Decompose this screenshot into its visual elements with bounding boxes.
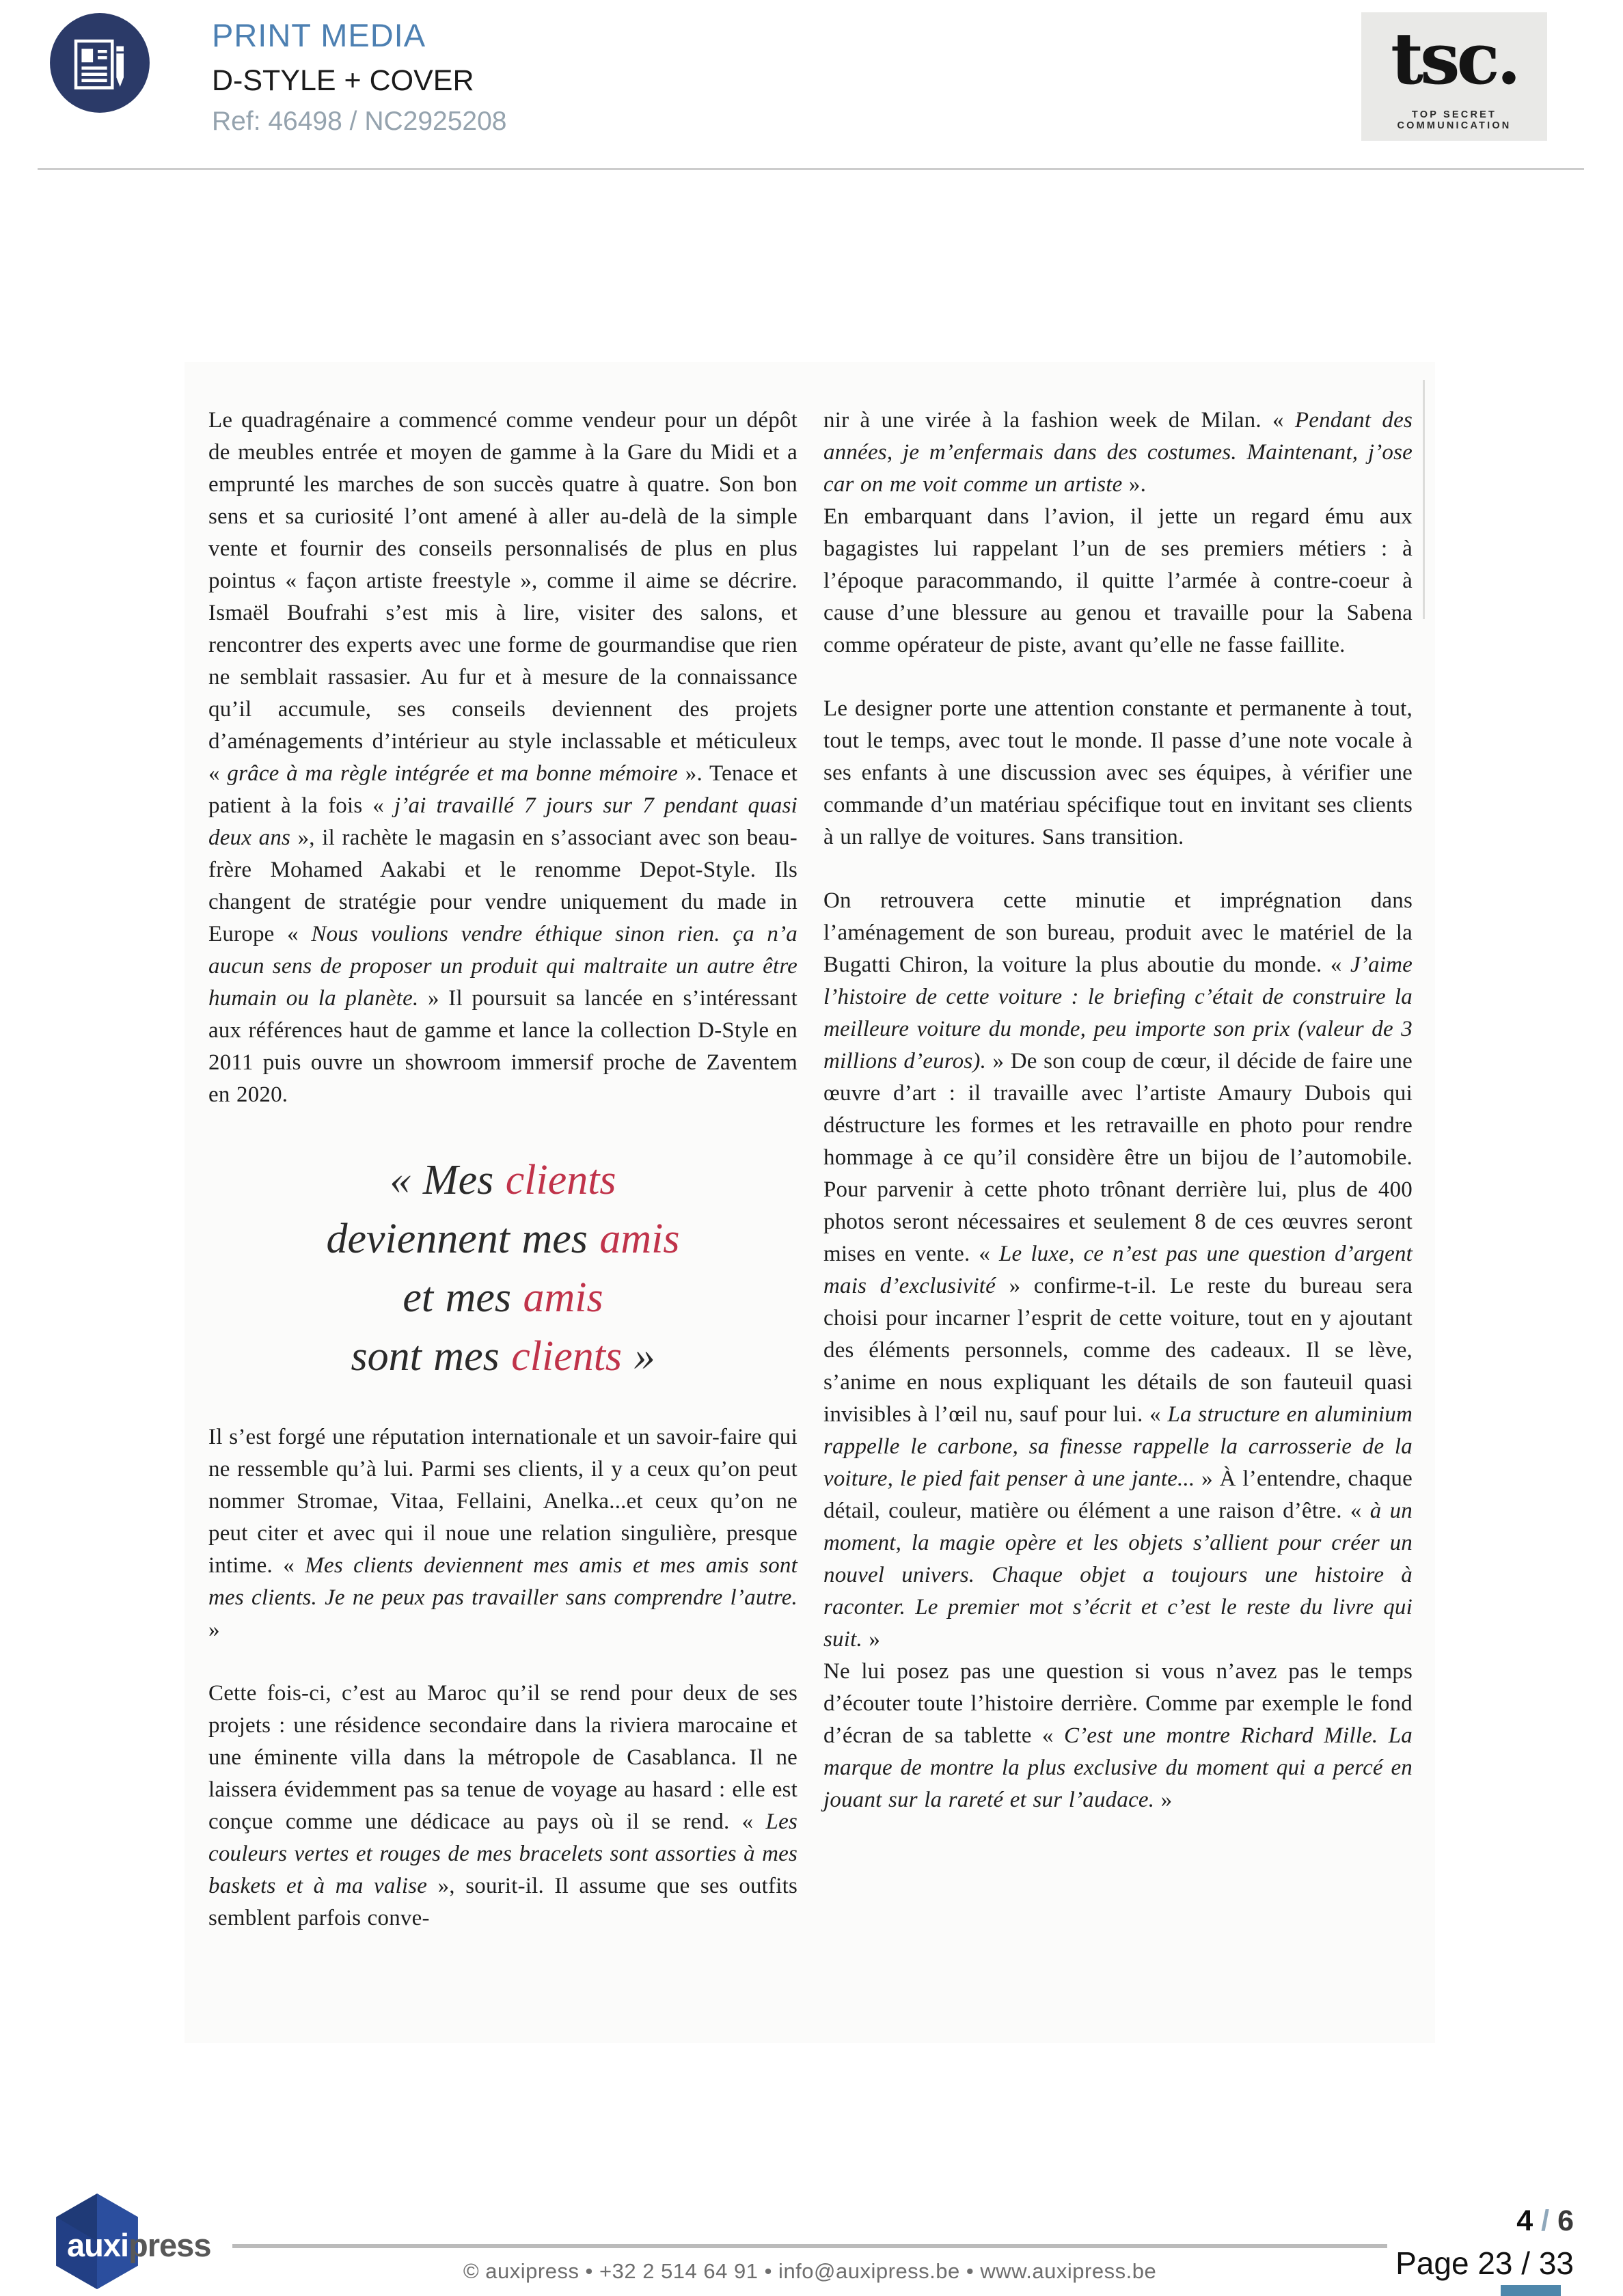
pull-quote-line: sont mes clients » (351, 1333, 655, 1380)
pull-quote-line: et mes amis (403, 1274, 603, 1321)
header-divider (38, 168, 1584, 170)
icon-circle (50, 13, 150, 113)
document-page-indicator (1395, 2204, 1574, 2238)
doc-page-total: 6 (1557, 2204, 1574, 2237)
article-paragraph: nir à une virée à la fashion week de Milan. « Pendant des années, je m’enfermais dans des costumes. Maintenant, j’ose car on me voit comme un artiste ». (823, 408, 1413, 497)
article-column-right (823, 405, 1413, 1816)
report-page-indicator: Page 23 / 33 (1395, 2245, 1574, 2281)
article-paragraph: On retrouvera cette minutie et imprégnation dans l’aménagement de son bureau, produit avec le matériel de la Bugatti Chiron, la voiture la plus aboutie du monde. « J’aime l’histoire de cette voiture : le briefing c’était de construire la meilleure voiture du monde, peu importe son prix (valeur de 3 millions d’euros). » De son coup de cœur, il décide de faire une œuvre d’art : il travaille avec l’artiste Amaury Dubois qui déstructure les formes et les retravaille en photo pour rendre hommage à ce qu’il considère être un bijou de l’automobile. Pour parvenir à cette photo trônant derrière lui, plus de 400 photos seront nécessaires et seulement 8 de ces œuvres seront mises en vente. « Le luxe, ce n’est pas une question d’argent mais d’exclusivité » confirme-t-il. Le reste du bureau sera choisi pour incarner l’esprit de cette voiture, tout en y ajoutant des éléments personnels, comme des cadeaux. Il se lève, s’anime en nous expliquant les détails de son fauteuil quasi invisibles à l’œil nu, sauf pour lui. « La structure en aluminium rappelle le carbone, sa finesse rappelle la carrosserie de la voiture, le pied fait penser à une jante... » À l’entendre, chaque détail, couleur, matière ou élément a une raison d’être. « à un moment, la magie opère et les objets s’allient pour créer un nouvel univers. Chaque objet a toujours une histoire à raconter. Le premier mot s’écrit et c’est le reste du livre qui suit. » (823, 888, 1413, 1652)
pull-quote-line: deviennent mes amis (326, 1216, 680, 1262)
tsc-logo-wordmark: tsc. (1390, 16, 1518, 100)
tsc-logo (1361, 12, 1547, 141)
article-paragraph: Le designer porte une attention constante et permanente à tout, tout le temps, avec tout le monde. Il passe d’une note vocale à ses enfants à une discussion avec ses équipes, à vérifier une commande d’un matériau spécifique tout en invitant ses clients à un rallye de voitures. Sans transition. (823, 696, 1413, 849)
clip-title: D-STYLE + COVER (212, 64, 474, 97)
auxipress-wordmark-press: press (128, 2227, 211, 2263)
footer-divider (232, 2244, 1387, 2248)
auxipress-wordmark-auxi: auxi (67, 2227, 129, 2263)
header-text-block (212, 16, 506, 137)
footer-contact: © auxipress • +32 2 514 64 91 • info@auxipress.be • www.auxipress.be (463, 2259, 1157, 2283)
clip-reference: Ref: 46498 / NC2925208 (212, 107, 507, 136)
doc-page-current: 4 (1516, 2204, 1533, 2237)
article-paragraph: Cette fois-ci, c’est au Maroc qu’il se rend pour deux de ses projets : une résidence secondaire dans la riviera marocaine et une éminente villa dans la métropole de Casablanca. Il ne laissera évidemment pas sa tenue de voyage au hasard : elle est conçue comme une dédicace au pays où il se rend. « Les couleurs vertes et rouges de mes bracelets sont assorties à mes baskets et à ma valise », sourit-il. Il assume que ses outfits semblent parfois conve- (208, 1681, 797, 1930)
article-column-left (208, 405, 797, 1935)
article-paragraph: En embarquant dans l’avion, il jette un regard ému aux bagagistes lui rappelant l’un de ses premiers métiers : à l’époque paracommando, il quitte l’armée à contre-coeur à cause d’une blessure au genou et travaille pour la Sabena comme opérateur de piste, avant qu’elle ne fasse faillite. (823, 504, 1413, 657)
tsc-logo-caption: TOP SECRET COMMUNICATION (1397, 109, 1512, 131)
auxipress-wordmark (67, 2226, 210, 2264)
corner-mark (1501, 2285, 1561, 2296)
pull-quote (208, 1151, 797, 1386)
article-paragraph: Le quadragénaire a commencé comme vendeur pour un dépôt de meubles entrée et moyen de gamme à la Gare du Midi et a emprunté les marches de son succès quatre à quatre. Son bon sens et sa curiosité l’ont amené à aller au-delà de la simple vente et fournir des conseils personnalisés de plus en plus pointus « façon artiste freestyle », comme il aime se décrire. Ismaël Boufrahi s’est mis à lire, visiter des salons, et rencontrer des experts avec une forme de gourmandise que rien ne semblait rassasier. Au fur et à mesure de la connaissance qu’il accumule, ses conseils deviennent des projets d’aménagements d’intérieur au style inclassable et méticuleux « grâce à ma règle intégrée et ma bonne mémoire ». Tenace et patient à la fois « j’ai travaillé 7 jours sur 7 pendant quasi deux ans », il rachète le magasin en s’associant avec son beau-frère Mohamed Aakabi et le renomme Depot-Style. Ils changent de stratégie pour vendre uniquement du made in Europe « Nous voulions vendre éthique sinon rien. ça n’a aucun sens de proposer un produit qui maltraite un autre être humain ou la planète. » Il poursuit sa lancée en s’intéressant aux références haut de gamme et lance la collection D-Style en 2011 puis ouvre un showroom immersif proche de Zaventem en 2020. (208, 408, 798, 1107)
auxipress-logo (48, 2194, 253, 2289)
scan-artifact-line (1423, 380, 1425, 619)
pagination (1395, 2204, 1574, 2282)
article-paragraph: Il s’est forgé une réputation internationale et un savoir-faire qui ne ressemble qu’à lui. Parmi ses clients, il y a ceux qu’on peut nommer Stromae, Vitaa, Fellaini, Anelka...et ceux qu’on ne peut citer et avec qui il noue une relation singulière, presque intime. « Mes clients deviennent mes amis et mes amis sont mes clients. Je ne peux pas travailler sans comprendre l’autre. » (208, 1425, 797, 1642)
article-paragraph: Ne lui posez pas une question si vous n’avez pas le temps d’écouter toute l’histoire derrière. Comme par exemple le fond d’écran de sa tablette « C’est une montre Richard Mille. La marque de montre la plus exclusive du moment qui a percé en jouant sur la rareté et sur l’audace. » (823, 1659, 1413, 1812)
doc-page-separator: / (1541, 2204, 1550, 2237)
pull-quote-line: « Mes clients (390, 1157, 616, 1203)
media-category: PRINT MEDIA (212, 17, 426, 53)
print-media-icon (48, 11, 152, 115)
